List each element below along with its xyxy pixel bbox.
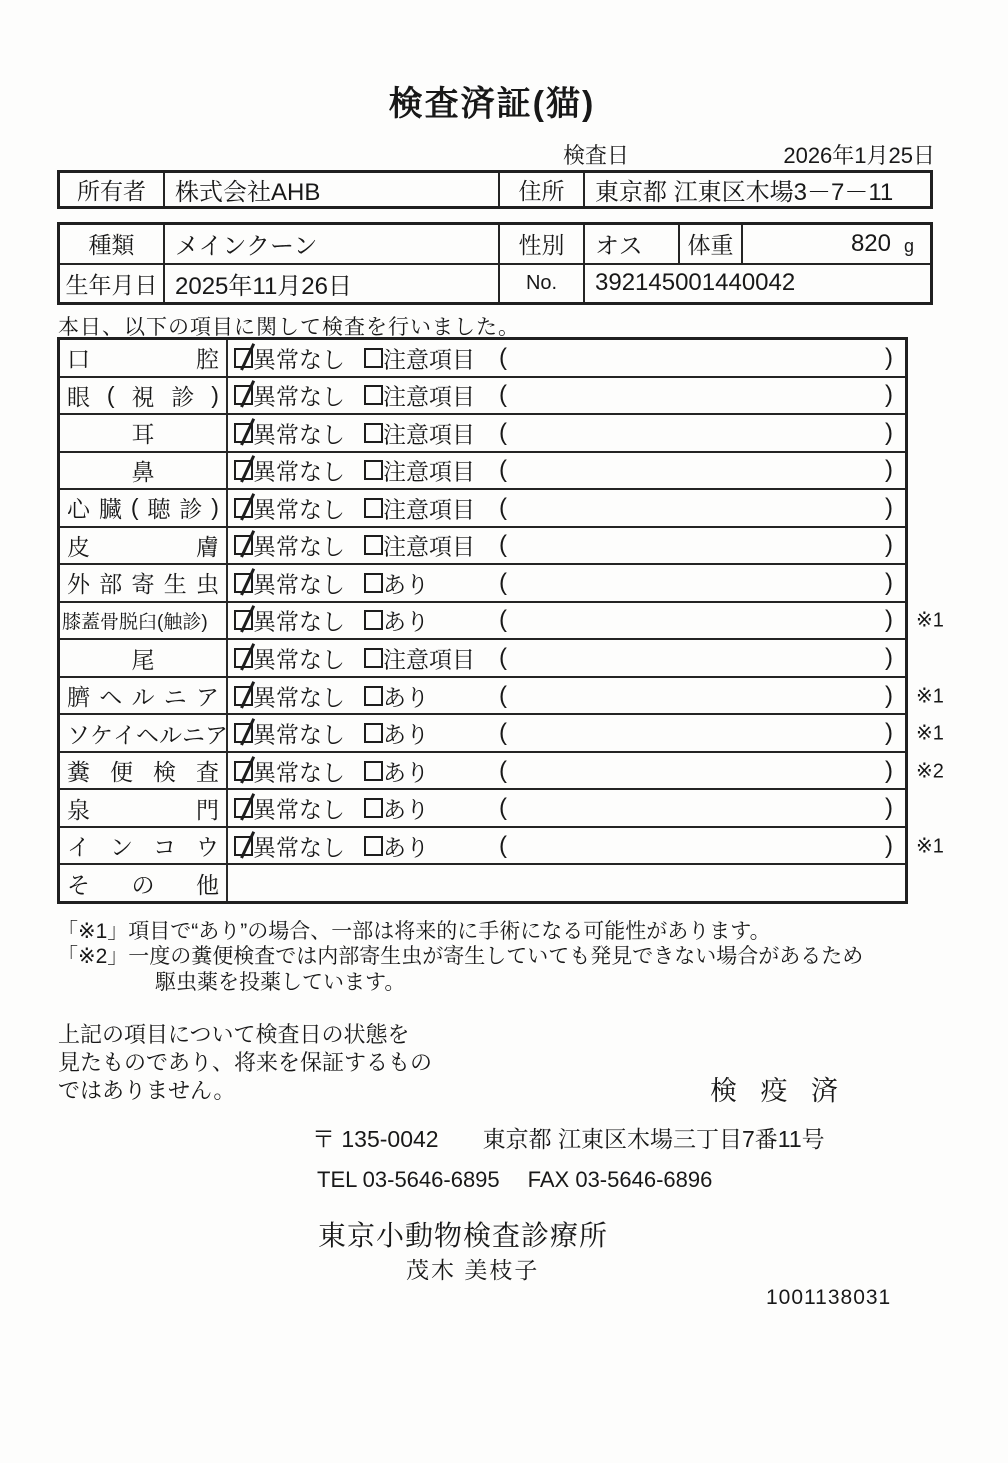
item-label-char: 外 [67,571,90,598]
empty-checkbox-icon [364,836,383,856]
birth-value: 2025年11月26日 [163,265,498,303]
owner-label: 所有者 [77,178,146,204]
item-label-char: ニ [182,721,205,748]
checked-checkbox-icon [234,648,253,668]
checklist-row [60,488,905,526]
disclaimer-paragraph [58,1021,432,1105]
item-label-char: ( [106,381,115,408]
empty-checkbox-icon [364,686,383,706]
checklist-row [60,601,944,639]
remarks-paren-open: ( [499,606,507,634]
row-footnote-ref: ※1 [916,685,944,708]
empty-checkbox-icon [364,460,383,480]
clinic-tel: TEL 03-5646-6895 [317,1167,500,1192]
remarks-paren-open: ( [499,418,507,446]
address-label: 住所 [498,173,583,206]
empty-checkbox-icon [364,498,383,518]
item-result [228,753,905,789]
item-label [60,828,228,864]
checklist-row [60,526,905,564]
checklist-row [60,451,905,489]
remarks-paren-open: ( [499,531,507,559]
no-abnormality-label: 異常なし [253,383,345,410]
remarks-paren-close: ) [885,343,893,371]
breed-value: メインクーン [163,225,498,263]
item-label [60,490,228,526]
item-label-char: の [131,871,155,898]
address-value: 東京都 江東区木場3－7－11 [583,173,930,206]
item-result [228,490,905,526]
empty-checkbox-icon [364,348,383,368]
empty-checkbox-icon [364,723,383,743]
footnote-2 [57,944,863,996]
checked-checkbox-icon [234,723,253,743]
item-label-char: 他 [196,871,219,898]
remarks-paren-open: ( [499,681,507,709]
no-abnormality-label: 異常なし [253,834,345,861]
item-label-char: そ [67,871,90,898]
owner-value: 株式会社AHB [163,173,498,206]
checked-checkbox-icon [234,460,253,480]
no-abnormality-label: 異常なし [253,496,345,523]
item-label-char: 心 [67,496,90,523]
checked-checkbox-icon [234,498,253,518]
weight-label: 体重 [678,225,741,263]
item-label: 鼻 [60,453,228,489]
disclaimer-line-2: 見たものであり、将来を保証するもの [58,1050,433,1075]
remarks-paren-close: ) [885,831,893,859]
item-label-char: 泉 [67,796,90,823]
item-result [228,865,905,901]
remarks-paren-open: ( [499,794,507,822]
alt-option-label: 注意項目 [383,533,475,560]
item-label-char: 門 [196,796,219,823]
remarks-paren-open: ( [499,493,507,521]
remarks-paren-open: ( [499,644,507,672]
item-result [228,603,905,639]
item-label-char: ) [211,381,219,408]
row-footnote-ref: ※1 [916,835,944,858]
no-abnormality-label: 異常なし [253,759,345,786]
checklist-row [60,376,905,414]
clinic-fax: FAX 03-5646-6896 [527,1167,713,1192]
alt-option-label: あり [383,796,429,823]
no-abnormality-label: 異常なし [253,646,345,673]
remarks-paren-close: ) [885,568,893,596]
item-label-char: ア [205,721,228,748]
clinic-postal-line [312,1121,825,1154]
checked-checkbox-icon [234,798,253,818]
item-result [228,790,905,826]
item-label [60,678,228,714]
alt-option-label: あり [383,834,429,861]
no-label: No. [498,265,583,303]
page-title: 検査済証(猫) [388,85,596,123]
item-label-char: 口 [67,346,90,373]
remarks-paren-close: ) [885,756,893,784]
clinic-address: 東京都 江東区木場三丁目7番11号 [482,1126,825,1152]
item-label-char: 眼 [67,383,90,410]
breed-label: 種類 [88,232,135,259]
checklist-row [60,676,944,714]
item-label-char: ) [211,494,219,521]
checklist-row [60,788,905,826]
item-result [228,378,905,414]
inspection-date-value: 2026年1月25日 [783,143,935,168]
item-label-char: ン [110,834,133,861]
checked-checkbox-icon [234,686,253,706]
item-label-char: コ [153,834,176,861]
remarks-paren-close: ) [885,493,893,521]
checklist-row [60,563,905,601]
item-label-char: ( [130,494,139,521]
inspection-date-label: 検査日 [563,143,630,168]
item-label-char: ソ [67,721,90,748]
item-result [228,340,905,376]
checked-checkbox-icon [234,836,253,856]
row-footnote-ref: ※2 [916,760,944,783]
alt-option-label: 注意項目 [383,346,475,373]
disclaimer-line-3: ではありません。 [58,1078,236,1103]
item-label-char: ル [159,721,182,748]
owner-row [60,173,930,206]
item-label-char: 診 [179,496,203,523]
remarks-paren-open: ( [499,381,507,409]
no-abnormality-label: 異常なし [253,421,345,448]
item-label-char: 糞 [67,759,90,786]
footnote-2-line2: 駆虫薬を投薬しています。 [155,971,406,994]
remarks-paren-close: ) [885,531,893,559]
empty-checkbox-icon [364,535,383,555]
item-label-char: 部 [99,571,123,598]
item-label [60,340,228,376]
item-label [60,565,228,601]
item-label-char: ヘ [136,721,159,748]
checked-checkbox-icon [234,385,253,405]
remarks-paren-open: ( [499,831,507,859]
checklist-row [60,413,905,451]
no-abnormality-label: 異常なし [253,533,345,560]
item-label-char: イ [67,834,90,861]
item-result [228,415,905,451]
item-result [228,678,905,714]
alt-option-label: 注意項目 [383,646,475,673]
item-label-char: ケ [90,721,113,748]
remarks-paren-open: ( [499,456,507,484]
item-label-char: 視 [131,383,155,410]
remarks-paren-close: ) [885,606,893,634]
empty-checkbox-icon [364,610,383,630]
checked-checkbox-icon [234,423,253,443]
empty-checkbox-icon [364,573,383,593]
checked-checkbox-icon [234,535,253,555]
checked-checkbox-icon [234,610,253,630]
alt-option-label: 注意項目 [383,421,475,448]
item-label-char: 臍 [67,684,90,711]
empty-checkbox-icon [364,385,383,405]
no-abnormality-label: 異常なし [253,571,345,598]
item-label-char: 寄 [131,571,155,598]
item-label-char: ア [196,684,219,711]
checklist-row [60,340,905,376]
item-label [60,528,228,564]
clinic-name: 東京小動物検査診療所 [318,1220,609,1251]
weight-unit: g [903,236,914,257]
remarks-paren-close: ) [885,381,893,409]
item-label-char: 膚 [196,533,219,560]
item-label [60,715,228,751]
remarks-paren-close: ) [885,418,893,446]
remarks-paren-close: ) [885,794,893,822]
footnote-2-line1: 「※2」一度の糞便検査では内部寄生虫が寄生していても発見できない場合があるため [57,945,864,968]
checklist-row [60,751,944,789]
item-label-char: ニ [163,684,187,711]
remarks-paren-open: ( [499,756,507,784]
remarks-paren-close: ) [885,681,893,709]
alt-option-label: あり [383,608,429,635]
alt-option-label: あり [383,684,429,711]
checklist-row [60,826,944,864]
serial-number: 1001138031 [766,1286,892,1309]
remarks-paren-close: ) [885,644,893,672]
item-label-char: 聴 [147,496,171,523]
clinic-postal-code: 〒 135-0042 [312,1126,439,1152]
owner-table [57,170,933,209]
remarks-paren-open: ( [499,343,507,371]
empty-checkbox-icon [364,648,383,668]
item-result [228,453,905,489]
no-abnormality-label: 異常なし [253,458,345,485]
remarks-paren-open: ( [499,568,507,596]
checklist-row [60,638,905,676]
checked-checkbox-icon [234,348,253,368]
item-label [60,865,228,901]
item-label-char: ウ [196,834,219,861]
remarks-paren-close: ) [885,456,893,484]
empty-checkbox-icon [364,423,383,443]
empty-checkbox-icon [364,798,383,818]
item-label-char: 便 [110,759,133,786]
birth-row [60,263,930,303]
remarks-paren-close: ) [885,719,893,747]
clinic-tel-line [317,1167,712,1193]
item-label-char: 診 [171,383,195,410]
item-label [60,378,228,414]
footnote-1: 「※1」項目で“あり”の場合、一部は将来的に手術になる可能性があります。 [57,920,771,943]
quarantine-passed-stamp: 検 疫 済 [710,1076,847,1106]
item-result [228,565,905,601]
item-label-char: 検 [153,759,176,786]
item-label [60,753,228,789]
weight-value: 820 [850,229,891,257]
row-footnote-ref: ※1 [916,722,944,745]
alt-option-label: 注意項目 [383,496,475,523]
pet-table [57,222,933,305]
item-result [228,528,905,564]
sex-value: オス [583,225,678,263]
checklist-row [60,713,944,751]
no-abnormality-label: 異常なし [253,608,345,635]
item-label: 耳 [60,415,228,451]
item-result [228,640,905,676]
checklist-row [60,863,905,901]
sex-label: 性別 [498,225,583,263]
weight-cell [741,225,930,263]
item-label: 尾 [60,640,228,676]
no-abnormality-label: 異常なし [253,684,345,711]
item-label-char: ル [131,684,155,711]
item-label-char: 虫 [196,571,219,598]
intro-sentence: 本日、以下の項目に関して検査を行いました。 [58,316,520,339]
checklist-table [57,337,944,904]
item-label-char: 査 [196,759,219,786]
item-label [60,790,228,826]
item-result [228,715,905,751]
item-label-char: 生 [163,571,187,598]
item-label: 膝蓋骨脱臼(触診) [60,603,228,639]
birth-label: 生年月日 [65,271,158,298]
item-label-char: 皮 [67,533,90,560]
item-label-char: イ [113,721,136,748]
no-value: 392145001440042 [583,265,930,303]
no-abnormality-label: 異常なし [253,796,345,823]
alt-option-label: 注意項目 [383,458,475,485]
checked-checkbox-icon [234,573,253,593]
breed-row [60,225,930,263]
disclaimer-line-1: 上記の項目について検査日の状態を [58,1022,410,1047]
alt-option-label: あり [383,571,429,598]
veterinarian-name: 茂木 美枝子 [406,1257,540,1283]
alt-option-label: 注意項目 [383,383,475,410]
item-label-char: 腔 [196,346,219,373]
no-abnormality-label: 異常なし [253,721,345,748]
empty-checkbox-icon [364,761,383,781]
item-label-char: 臓 [98,496,122,523]
inspection-date-line [563,139,935,170]
alt-option-label: あり [383,759,429,786]
item-label-char: ヘ [99,684,123,711]
row-footnote-ref: ※1 [916,609,944,632]
no-abnormality-label: 異常なし [253,346,345,373]
remarks-paren-open: ( [499,719,507,747]
item-result [228,828,905,864]
alt-option-label: あり [383,721,429,748]
checked-checkbox-icon [234,761,253,781]
